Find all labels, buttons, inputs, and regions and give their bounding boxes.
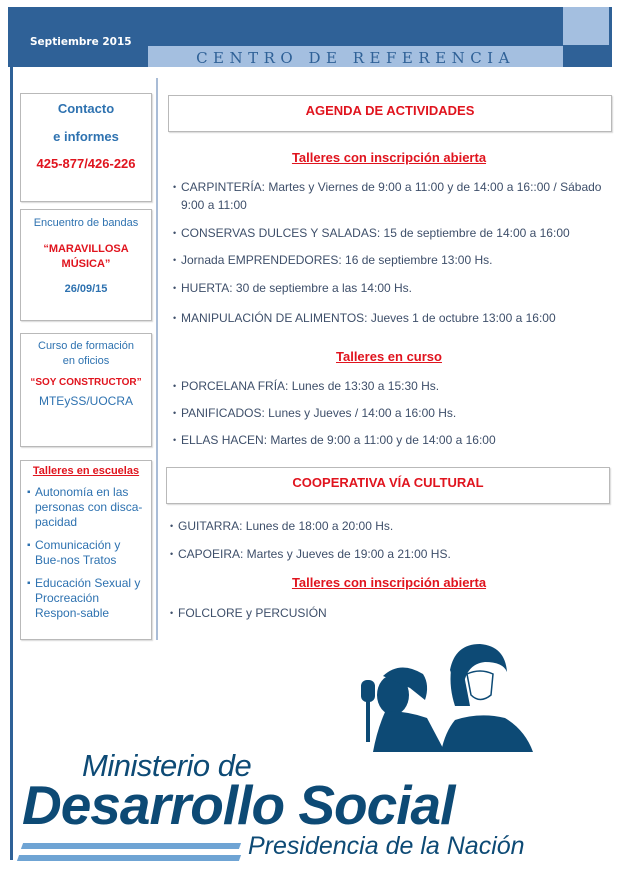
header-accent-square (563, 7, 609, 45)
activity-item: • ELLAS HACEN: Martes de 9:00 a 11:00 y de 14:00 a 16:00 (173, 433, 496, 447)
bullet-icon: • (173, 435, 177, 445)
bullet-icon: • (170, 521, 174, 531)
evita-silhouette-icon (355, 640, 555, 752)
logo-stripe (21, 843, 241, 849)
coop-title: COOPERATIVA VÍA CULTURAL (292, 475, 484, 490)
activity-item: • PANIFICADOS: Lunes y Jueves / 14:00 a 16:00 Hs. (173, 406, 457, 420)
escuelas-item: ▪ Comunicación y Bue-nos Tratos (27, 538, 121, 567)
bullet-icon: • (173, 182, 177, 192)
column-divider (156, 78, 158, 640)
activity-item: • Jornada EMPRENDEDORES: 16 de septiembre 13:00 Hs. (173, 253, 493, 267)
left-rule (10, 67, 13, 860)
curso-org: MTEySS/UOCRA (38, 394, 133, 408)
escuelas-item: ▪ Autonomía en las personas con disca-pacidad (27, 485, 143, 529)
curso-name: “SOY CONSTRUCTOR” (30, 377, 142, 388)
issue-date: Septiembre 2015 (30, 36, 132, 48)
escuelas-title: Talleres en escuelas (32, 465, 140, 477)
bullet-icon: • (173, 283, 177, 293)
contact-phone: 425-877/426-226 (36, 156, 136, 171)
bandas-box (20, 209, 152, 321)
agenda-title: AGENDA DE ACTIVIDADES (305, 103, 475, 118)
activity-item: • MANIPULACIÓN DE ALIMENTOS: Jueves 1 de octubre 13:00 a 16:00 (173, 311, 556, 325)
bullet-icon: • (170, 608, 174, 618)
activity-item: • CONSERVAS DULCES Y SALADAS: 15 de septiembre de 14:00 a 16:00 (173, 226, 570, 240)
logo-ministerio: Ministerio de (82, 748, 252, 783)
dash-bullet-icon: ▪ (27, 540, 31, 551)
activity-item: • CAPOEIRA: Martes y Jueves de 19:00 a 21:00 HS. (170, 547, 451, 561)
activity-item: • CARPINTERÍA: Martes y Viernes de 9:00 a 11:00 y de 14:00 a 16::00 / Sábado 9:00 a 11:00 (173, 180, 602, 212)
contact-box (20, 93, 152, 202)
curso-label-1: Curso de formación (38, 340, 134, 352)
bandas-date: 26/09/15 (64, 283, 108, 295)
section-heading-inscripcion: Talleres con inscripción abierta (291, 150, 487, 165)
bullet-icon: • (173, 408, 177, 418)
logo-presidencia: Presidencia de la Nación (248, 832, 525, 860)
contact-label: Contacto (57, 101, 115, 116)
bandas-name-2: MÚSICA” (61, 258, 111, 270)
dash-bullet-icon: ▪ (27, 578, 31, 589)
activity-item: • FOLCLORE y PERCUSIÓN (170, 606, 327, 620)
escuelas-box (20, 460, 152, 640)
bullet-icon: • (173, 228, 177, 238)
section-heading-inscripcion-2: Talleres con inscripción abierta (291, 575, 487, 590)
dash-bullet-icon: ▪ (27, 487, 31, 498)
logo-stripe (17, 855, 241, 861)
coop-title-box (166, 467, 610, 504)
bullet-icon: • (173, 381, 177, 391)
page-title: CENTRO DE REFERENCIA (196, 49, 515, 67)
curso-label-2: en oficios (62, 355, 110, 367)
contact-label-2: e informes (53, 129, 119, 144)
bullet-icon: • (170, 549, 174, 559)
bandas-name-1: “MARAVILLOSA (43, 243, 129, 255)
escuelas-item: ▪ Educación Sexual y Procreación Respon-sable (27, 576, 141, 620)
logo-desarrollo-social: Desarrollo Social (22, 774, 455, 836)
section-heading-en-curso: Talleres en curso (336, 349, 442, 364)
activity-item: • PORCELANA FRÍA: Lunes de 13:30 a 15:30 Hs. (173, 379, 440, 393)
activity-item: • GUITARRA: Lunes de 18:00 a 20:00 Hs. (170, 519, 394, 533)
agenda-title-box (168, 95, 612, 132)
bandas-label: Encuentro de bandas (33, 217, 139, 229)
curso-box (20, 333, 152, 447)
activity-item: • HUERTA: 30 de septiembre a las 14:00 Hs. (173, 281, 412, 295)
bullet-icon: • (173, 255, 177, 265)
bullet-icon: • (173, 313, 177, 323)
